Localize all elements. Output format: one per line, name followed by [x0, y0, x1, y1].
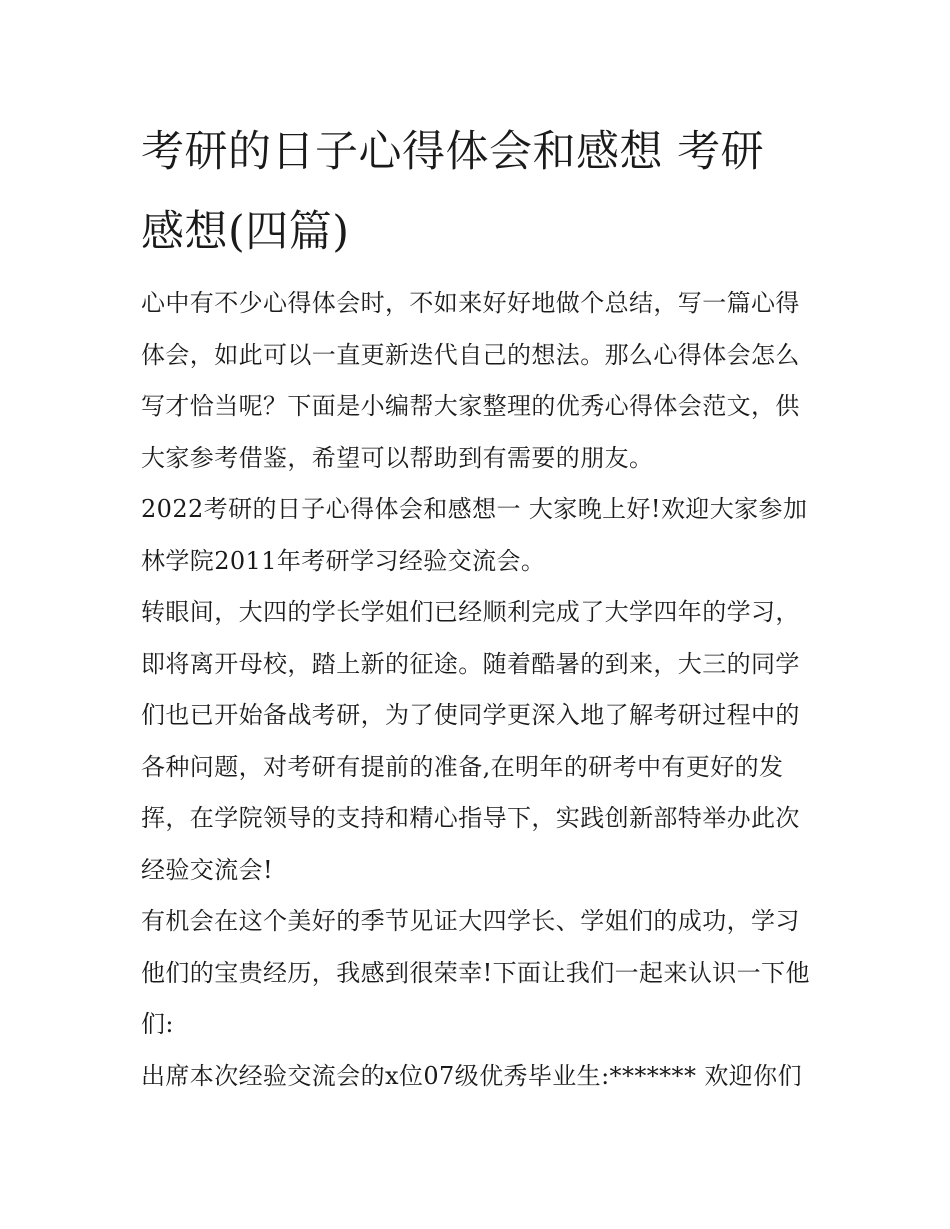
document-body [141, 112, 816, 1102]
paragraph-attendees: 出席本次经验交流会的x位07级优秀毕业生:******* 欢迎你们 [141, 1061, 802, 1090]
document-title: 考研的日子心得体会和感想 考研 感想(四篇) [141, 127, 765, 257]
paragraph-honor: 有机会在这个美好的季节见证大四学长、学姐们的成功，学习他们的宝贵经历，我感到很荣幸!下面让我们一起来认识一下他们: [141, 907, 810, 1038]
paragraph-intro: 心中有不少心得体会时，不如来好好地做个总结，写一篇心得体会，如此可以一直更新迭代自己的想法。那么心得体会怎么写才恰当呢？下面是小编帮大家整理的优秀心得体会范文，供大家参考借鉴，希望可以帮助到有需要的朋友。 [141, 289, 800, 472]
paragraph-background: 转眼间，大四的学长学姐们已经顺利完成了大学四年的学习，即将离开母校，踏上新的征途。随着酷暑的到来，大三的同学们也已开始备战考研，为了使同学更深入地了解考研过程中的各种问题，对考研有提前的准备,在明年的研考中有更好的发挥，在学院领导的支持和精心指导下，实践创新部特举办此次经验交流会! [141, 598, 800, 884]
paragraph-greeting: 2022考研的日子心得体会和感想一 大家晚上好!欢迎大家参加林学院2011年考研学习经验交流会。 [141, 495, 808, 575]
